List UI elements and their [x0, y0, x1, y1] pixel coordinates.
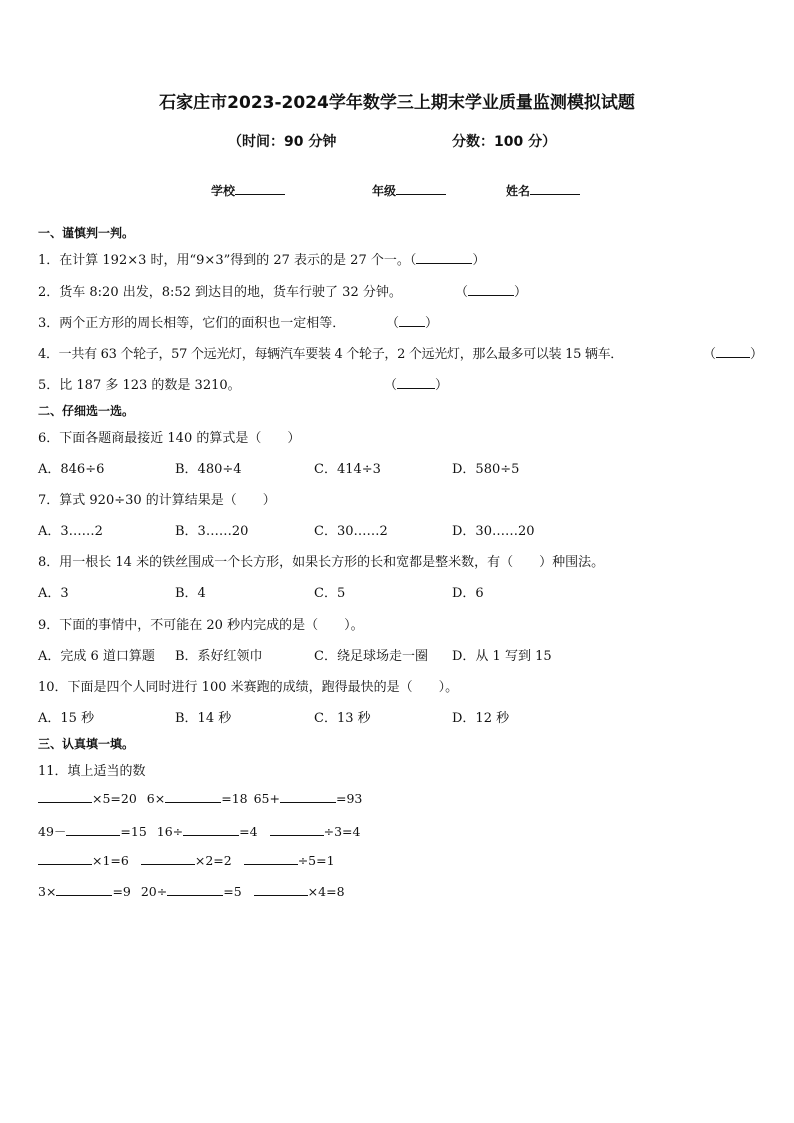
paren-close-3: ）: [425, 316, 439, 331]
question-10-stem: 10．下面是四个人同时进行 100 米赛跑的成绩，跑得最快的是（ ）。: [38, 680, 459, 695]
school-field[interactable]: [211, 182, 285, 199]
school-label: 学校: [211, 184, 236, 198]
paren-open-4: （: [703, 347, 717, 362]
name-label: 姓名: [506, 184, 531, 198]
option-7a[interactable]: A．3……2: [38, 524, 103, 539]
question-2-text: 2．货车 8:20 出发，8:52 到达目的地，货车行驶了 32 分钟。: [38, 285, 402, 300]
fill-expr-7: =15: [120, 824, 147, 839]
option-9a[interactable]: A．完成 6 道口算题: [38, 649, 155, 664]
fill-expr-4: 65+: [253, 791, 280, 806]
option-8d[interactable]: D．6: [452, 586, 484, 601]
fill-blank-10[interactable]: [56, 884, 112, 896]
fill-blank-8[interactable]: [141, 853, 195, 865]
question-9-stem: 9．下面的事情中，不可能在 20 秒内完成的是（ ）。: [38, 618, 364, 633]
option-10d[interactable]: D．12 秒: [452, 711, 510, 726]
question-5: [38, 374, 241, 393]
fill-blank-5[interactable]: [183, 824, 239, 836]
question-4-text: 4．一共有 63 个轮子，57 个远光灯，每辆汽车要装 4 个轮子，2 个远光灯，那么最多可以装 15 辆车．: [38, 347, 623, 362]
question-6-stem: 6．下面各题商最接近 140 的算式是（ ）: [38, 431, 301, 446]
page-title: 石家庄市2023-2024学年数学三上期末学业质量监测模拟试题: [159, 93, 635, 113]
question-5-text: 5．比 187 多 123 的数是 3210。: [38, 378, 241, 393]
fill-expr-8: 16÷: [156, 824, 184, 839]
section-fill-heading: 三、认真填一填。: [38, 737, 135, 751]
fill-blank-11[interactable]: [167, 884, 223, 896]
option-8b[interactable]: B．4: [175, 586, 206, 601]
grade-label: 年级: [372, 184, 397, 198]
fill-blank-2[interactable]: [165, 791, 221, 803]
fill-expr-16: 20÷: [140, 884, 168, 899]
fill-expr-17: =5: [223, 884, 242, 899]
option-7b[interactable]: B．3……20: [175, 524, 249, 539]
fill-expr-10: ÷3=4: [323, 824, 361, 839]
fill-expr-18: ×4=8: [307, 884, 345, 899]
answer-blank-4[interactable]: [716, 346, 750, 358]
option-6c[interactable]: C．414÷3: [314, 462, 381, 477]
paren-open-5: （: [384, 378, 398, 393]
fill-row-1: [38, 791, 362, 806]
fill-blank-12[interactable]: [254, 884, 308, 896]
fill-expr-14: 3×: [38, 884, 57, 899]
option-7c[interactable]: C．30……2: [314, 524, 388, 539]
fill-expr-9: =4: [239, 824, 258, 839]
fill-blank-4[interactable]: [66, 824, 120, 836]
question-2: [38, 281, 402, 300]
grade-blank[interactable]: [396, 182, 446, 195]
question-4: [38, 343, 623, 362]
option-9d[interactable]: D．从 1 写到 15: [452, 649, 552, 664]
answer-3[interactable]: [386, 312, 438, 331]
answer-blank-3[interactable]: [399, 315, 425, 327]
option-10b[interactable]: B．14 秒: [175, 711, 232, 726]
option-9b[interactable]: B．系好红领巾: [175, 649, 263, 664]
exam-time: （时间：90 分钟: [228, 134, 337, 150]
option-8c[interactable]: C．5: [314, 586, 346, 601]
fill-blank-6[interactable]: [270, 824, 324, 836]
name-field[interactable]: [506, 182, 580, 199]
exam-score: 分数：100 分）: [452, 134, 557, 150]
paren-close-2: ）: [514, 285, 528, 300]
question-11-stem: 11．填上适当的数: [38, 764, 146, 779]
question-3: [38, 312, 345, 331]
paren-open-3: （: [386, 316, 400, 331]
answer-2[interactable]: [455, 281, 527, 300]
answer-4[interactable]: [703, 343, 763, 362]
fill-expr-13: ÷5=1: [297, 853, 335, 868]
fill-expr-15: =9: [112, 884, 131, 899]
option-9c[interactable]: C．绕足球场走一圈: [314, 649, 428, 664]
answer-blank-2[interactable]: [468, 284, 514, 296]
fill-expr-2: 6×: [146, 791, 166, 806]
section-choice-heading: 二、仔细选一选。: [38, 404, 135, 418]
fill-expr-11: ×1=6: [92, 853, 129, 868]
option-10a[interactable]: A．15 秒: [38, 711, 95, 726]
answer-blank-1[interactable]: [416, 252, 472, 264]
fill-blank-9[interactable]: [244, 853, 298, 865]
paren-close-4: ）: [750, 347, 764, 362]
question-8-stem: 8．用一根长 14 米的铁丝围成一个长方形，如果长方形的长和宽都是整米数，有（ ）种围法。: [38, 555, 605, 570]
name-blank[interactable]: [530, 182, 580, 195]
question-7-stem: 7．算式 920÷30 的计算结果是（ ）: [38, 493, 276, 508]
option-10c[interactable]: C．13 秒: [314, 711, 371, 726]
paren-close-1: ）: [472, 253, 486, 268]
fill-blank-7[interactable]: [38, 853, 92, 865]
fill-expr-1: ×5=20: [92, 791, 137, 806]
fill-expr-3: =18: [221, 791, 248, 806]
option-6b[interactable]: B．480÷4: [175, 462, 242, 477]
option-7d[interactable]: D．30……20: [452, 524, 535, 539]
fill-blank-1[interactable]: [38, 791, 92, 803]
option-6d[interactable]: D．580÷5: [452, 462, 520, 477]
fill-row-4: [38, 884, 345, 899]
fill-row-2: [38, 822, 360, 840]
fill-row-3: [38, 853, 335, 868]
fill-expr-12: ×2=2: [194, 853, 232, 868]
answer-blank-5[interactable]: [397, 377, 435, 389]
question-3-text: 3．两个正方形的周长相等，它们的面积也一定相等．: [38, 316, 346, 331]
fill-blank-3[interactable]: [280, 791, 336, 803]
question-1: [38, 249, 485, 268]
fill-expr-6: 49－: [38, 824, 67, 839]
option-6a[interactable]: A．846÷6: [38, 462, 105, 477]
section-judge-heading: 一、谨慎判一判。: [38, 226, 135, 240]
option-8a[interactable]: A．3: [38, 586, 69, 601]
answer-5[interactable]: [384, 374, 448, 393]
school-blank[interactable]: [235, 182, 285, 195]
fill-expr-5: =93: [336, 791, 363, 806]
paren-open-2: （: [455, 285, 469, 300]
paren-close-5: ）: [435, 378, 449, 393]
question-1-text: 1．在计算 192×3 时，用“9×3”得到的 27 表示的是 27 个一。（: [38, 253, 417, 268]
grade-field[interactable]: [372, 182, 446, 199]
